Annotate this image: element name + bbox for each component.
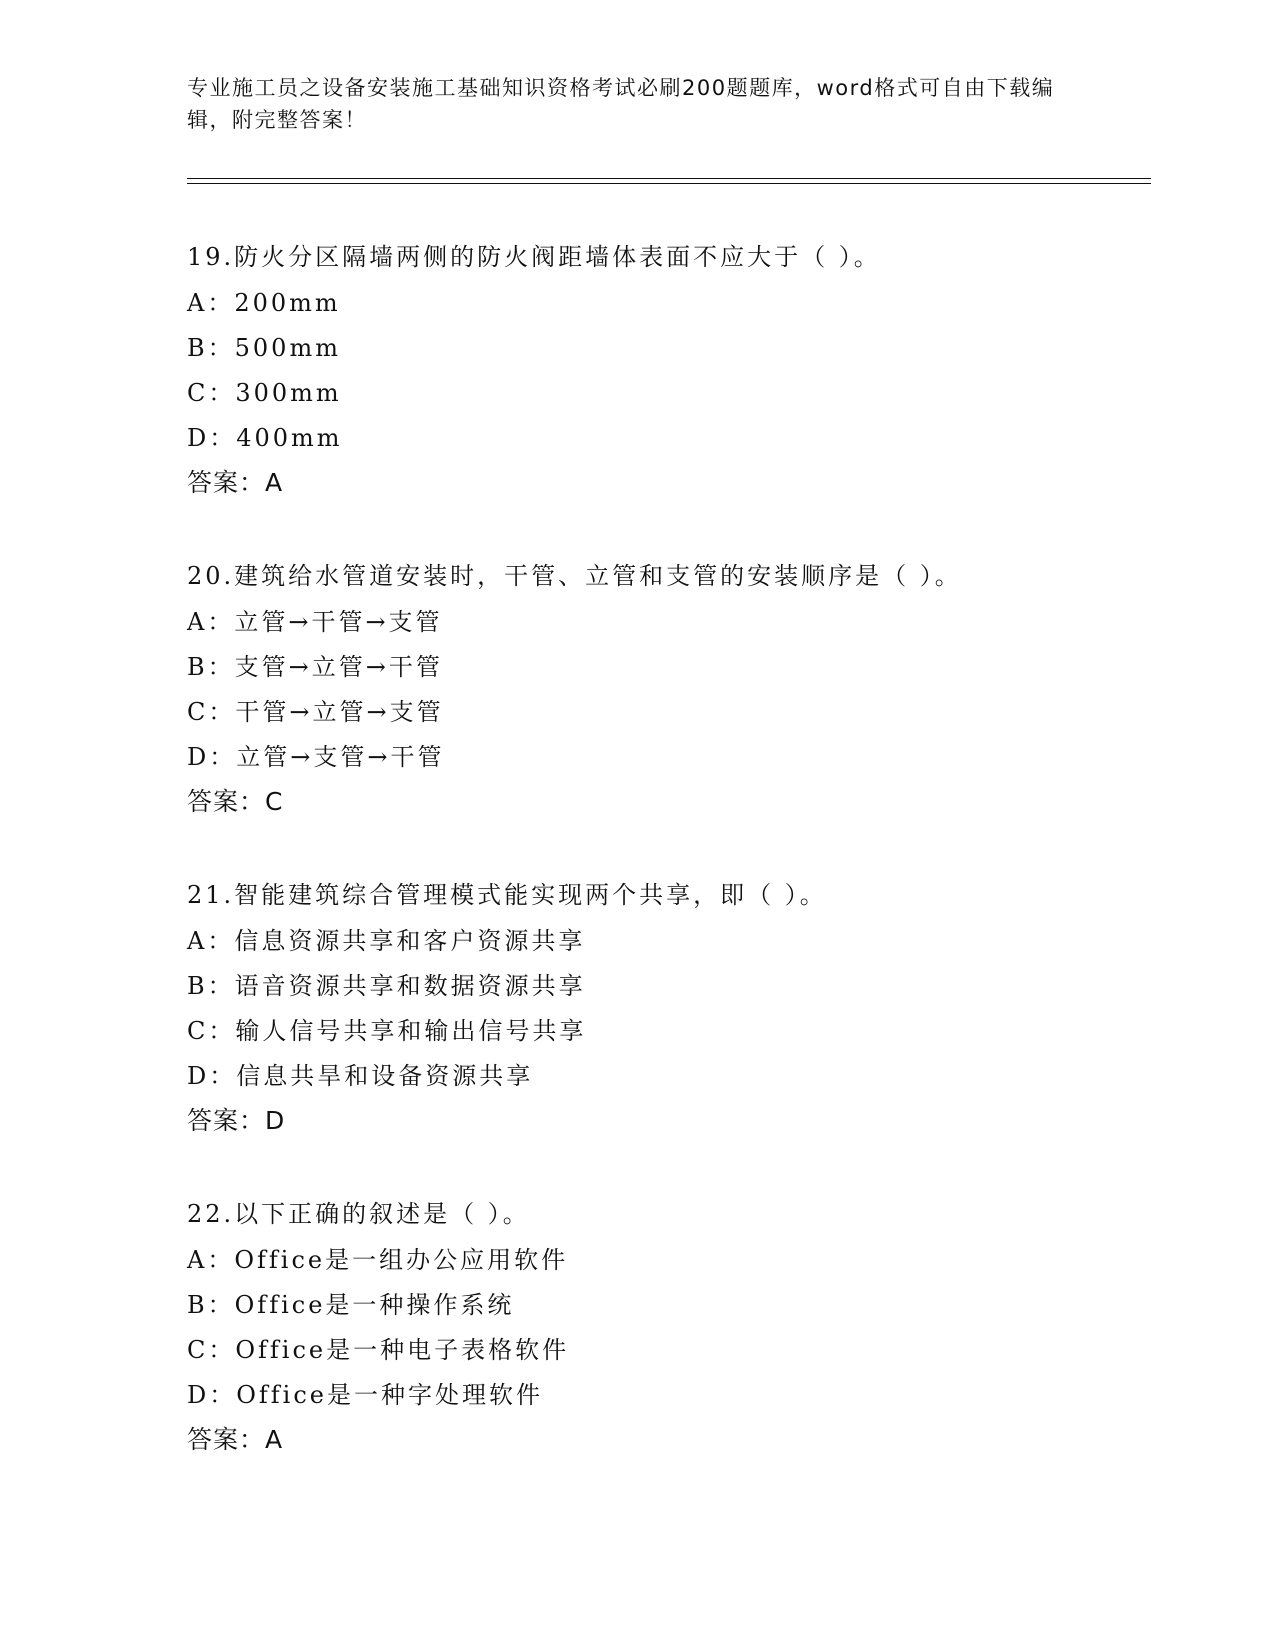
option-b: B：支管→立管→干管 — [187, 653, 443, 681]
question-stem: 21.智能建筑综合管理模式能实现两个共享，即（ ）。 — [187, 881, 827, 909]
question-22 — [187, 1199, 1147, 1455]
question-stem: 19.防火分区隔墙两侧的防火阀距墙体表面不应大于（ ）。 — [187, 243, 881, 271]
option-c: C：输人信号共享和输出信号共享 — [187, 1017, 587, 1045]
question-stem: 20.建筑给水管道安装时，干管、立管和支管的安装顺序是（ ）。 — [187, 562, 962, 590]
option-b: B：Office是一种操作系统 — [187, 1291, 515, 1319]
question-19 — [187, 242, 1147, 498]
option-a: A：信息资源共享和客户资源共享 — [187, 927, 586, 955]
answer: 答案：A — [187, 468, 284, 497]
option-b: B：语音资源共享和数据资源共享 — [187, 972, 586, 1000]
option-b: B：500mm — [187, 334, 341, 362]
document-header — [187, 72, 1087, 136]
option-c: C：300mm — [187, 379, 342, 407]
option-c: C：Office是一种电子表格软件 — [187, 1336, 570, 1364]
header-divider-top — [187, 178, 1151, 179]
option-d: D：立管→支管→干管 — [187, 743, 445, 771]
option-a: A：Office是一组办公应用软件 — [187, 1246, 569, 1274]
answer: 答案：A — [187, 1425, 284, 1454]
option-a: A：立管→干管→支管 — [187, 608, 443, 636]
question-stem: 22.以下正确的叙述是（ ）。 — [187, 1200, 530, 1228]
option-d: D：信息共旱和设备资源共享 — [187, 1062, 534, 1090]
option-c: C：干管→立管→支管 — [187, 698, 444, 726]
answer: 答案：D — [187, 1106, 286, 1135]
option-d: D：Office是一种字处理软件 — [187, 1381, 544, 1409]
option-a: A：200mm — [187, 289, 341, 317]
option-d: D：400mm — [187, 424, 343, 452]
header-title: 专业施工员之设备安装施工基础知识资格考试必刷200题题库，word格式可自由下载编辑，附完整答案！ — [187, 76, 1055, 132]
question-20 — [187, 561, 1147, 817]
header-divider-bottom — [187, 183, 1151, 184]
answer: 答案：C — [187, 787, 284, 816]
question-21 — [187, 880, 1147, 1136]
